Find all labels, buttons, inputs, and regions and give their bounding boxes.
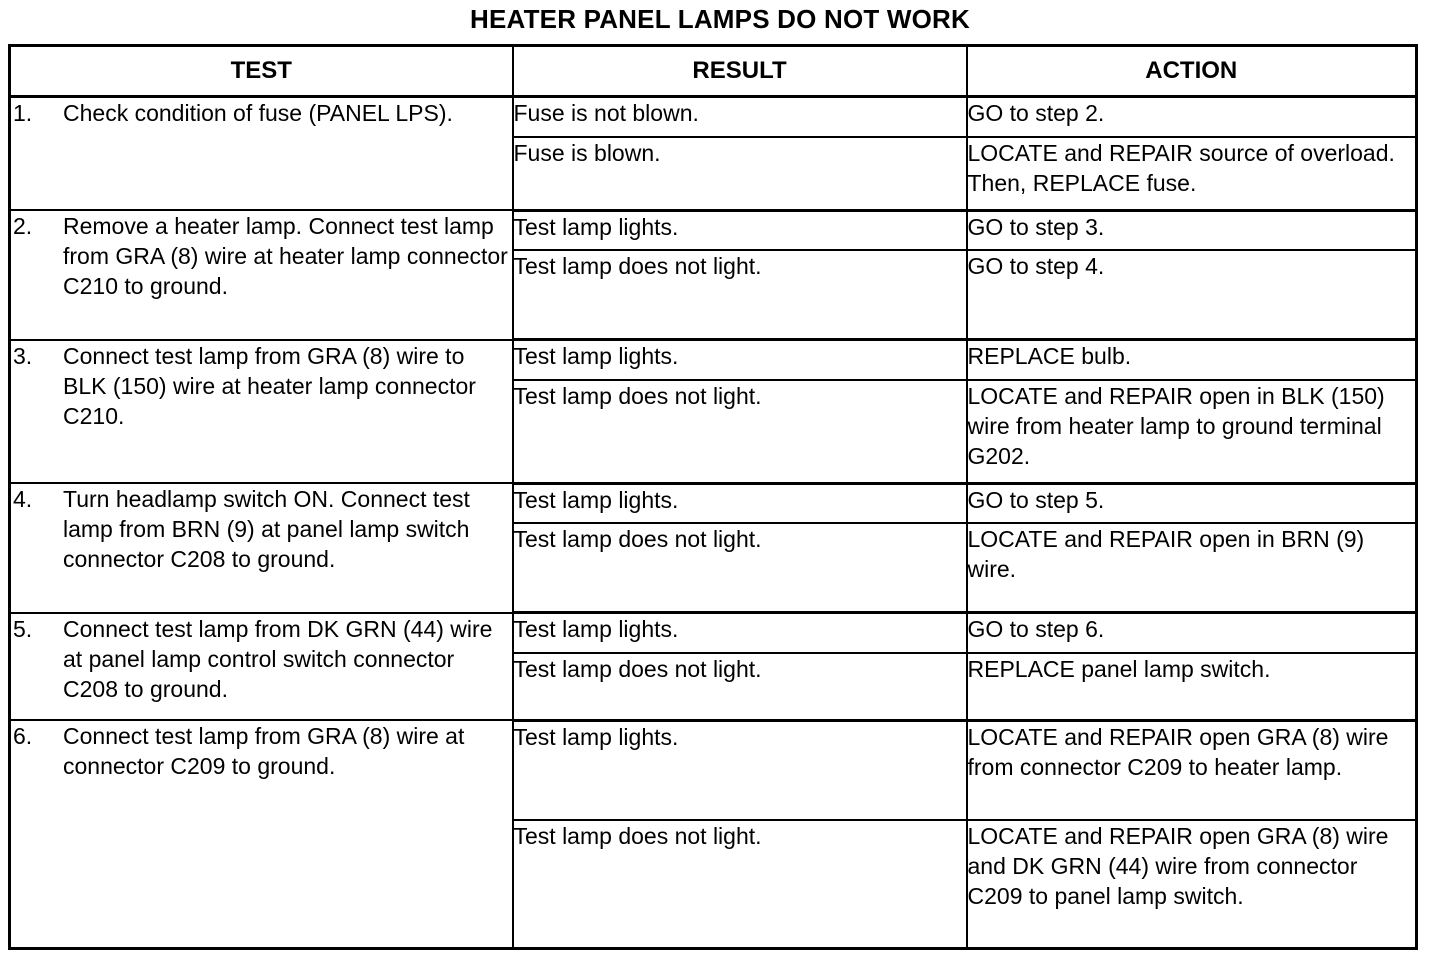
test-text: Connect test lamp from GRA (8) wire to BLK (150) wire at heater lamp connector C210. (63, 342, 476, 429)
test-text: Remove a heater lamp. Connect test lamp from GRA (8) wire at heater lamp connector C210 to ground. (63, 213, 508, 300)
test-text: Turn headlamp switch ON. Connect test lamp from BRN (9) at panel lamp switch connector C208 to ground. (63, 486, 470, 573)
result-cell: Test lamp lights. (513, 720, 967, 819)
step-number: 2. (13, 213, 33, 240)
step-number: 5. (13, 615, 33, 642)
action-cell: REPLACE bulb. (967, 340, 1417, 380)
test-cell (10, 97, 513, 211)
test-cell (10, 613, 513, 721)
table-row (10, 210, 1417, 250)
result-cell: Fuse is not blown. (513, 97, 967, 137)
action-cell: LOCATE and REPAIR source of overload. Then, REPLACE fuse. (967, 137, 1417, 210)
table-row (10, 613, 1417, 653)
test-cell (10, 210, 513, 340)
table-header-row (10, 46, 1417, 97)
action-cell: GO to step 6. (967, 613, 1417, 653)
result-cell: Fuse is blown. (513, 137, 967, 210)
table-row (10, 483, 1417, 523)
action-cell: GO to step 4. (967, 250, 1417, 339)
table-row (10, 720, 1417, 819)
test-text: Connect test lamp from DK GRN (44) wire at panel lamp control switch connector C208 to ground. (63, 615, 493, 702)
action-cell: REPLACE panel lamp switch. (967, 653, 1417, 720)
result-cell: Test lamp does not light. (513, 653, 967, 720)
action-cell: GO to step 5. (967, 483, 1417, 523)
test-cell (10, 483, 513, 613)
action-cell: LOCATE and REPAIR open GRA (8) wire and DK GRN (44) wire from connector C209 to panel lamp switch. (967, 820, 1417, 949)
step-number: 6. (13, 723, 33, 750)
header-test: TEST (10, 46, 513, 97)
action-cell: LOCATE and REPAIR open GRA (8) wire from connector C209 to heater lamp. (967, 720, 1417, 819)
header-action: ACTION (967, 46, 1417, 97)
result-cell: Test lamp does not light. (513, 820, 967, 949)
table-row (10, 340, 1417, 380)
test-text: Connect test lamp from GRA (8) wire at connector C209 to ground. (63, 723, 465, 780)
test-cell (10, 340, 513, 484)
header-result: RESULT (513, 46, 967, 97)
step-number: 4. (13, 486, 33, 513)
action-cell: GO to step 2. (967, 97, 1417, 137)
diagnostic-table (8, 44, 1418, 950)
test-text: Check condition of fuse (PANEL LPS). (63, 100, 453, 126)
result-cell: Test lamp does not light. (513, 250, 967, 339)
result-cell: Test lamp lights. (513, 613, 967, 653)
action-cell: GO to step 3. (967, 210, 1417, 250)
page-title: HEATER PANEL LAMPS DO NOT WORK (470, 4, 970, 34)
result-cell: Test lamp lights. (513, 340, 967, 380)
action-cell: LOCATE and REPAIR open in BLK (150) wire from heater lamp to ground terminal G202. (967, 380, 1417, 483)
action-cell: LOCATE and REPAIR open in BRN (9) wire. (967, 523, 1417, 612)
step-number: 1. (13, 100, 33, 126)
step-number: 3. (13, 342, 33, 369)
result-cell: Test lamp does not light. (513, 523, 967, 612)
result-cell: Test lamp lights. (513, 483, 967, 523)
table-row (10, 97, 1417, 137)
test-cell (10, 720, 513, 948)
result-cell: Test lamp lights. (513, 210, 967, 250)
table-body (10, 97, 1417, 949)
result-cell: Test lamp does not light. (513, 380, 967, 483)
